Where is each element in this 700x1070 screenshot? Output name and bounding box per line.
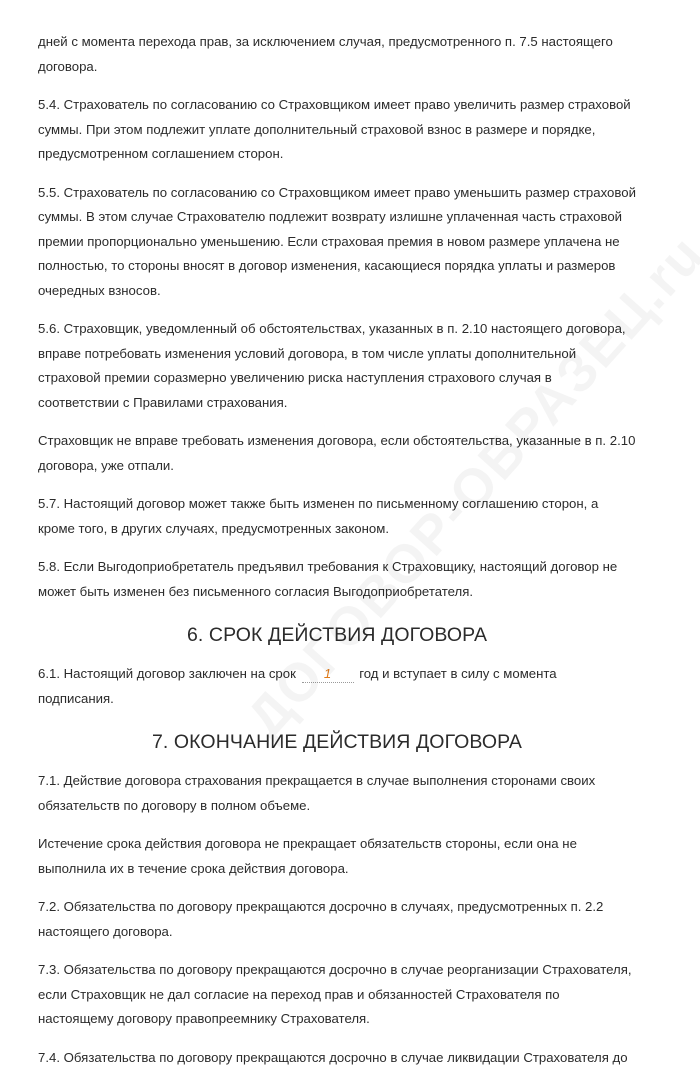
paragraph-7-4: 7.4. Обязательства по договору прекращаются досрочно в случае ликвидации Страхователя до <box>38 1046 636 1070</box>
paragraph-7-2: 7.2. Обязательства по договору прекращаются досрочно в случаях, предусмотренных п. 2.2 настоящего договора. <box>38 895 636 944</box>
paragraph-7-3: 7.3. Обязательства по договору прекращаются досрочно в случае реорганизации Страхователя, если Страховщик не дал согласие на переход прав и обязанностей Страхователя по настоящему договору правопреемнику Страхователя. <box>38 958 636 1032</box>
paragraph-5-4: 5.4. Страхователь по согласованию со Страховщиком имеет право увеличить размер страховой суммы. При этом подлежит уплате дополнительный страховой взнос в размере и порядке, предусмотренном соглашением сторон. <box>38 93 636 167</box>
section-6-title: 6. СРОК ДЕЙСТВИЯ ДОГОВОРА <box>38 620 636 650</box>
section-7-title: 7. ОКОНЧАНИЕ ДЕЙСТВИЯ ДОГОВОРА <box>38 727 636 757</box>
paragraph-5-3-end: дней с момента перехода прав, за исключением случая, предусмотренного п. 7.5 настоящего договора. <box>38 30 636 79</box>
paragraph-5-5: 5.5. Страхователь по согласованию со Страховщиком имеет право уменьшить размер страховой суммы. В этом случае Страхователю подлежит возврату излишне уплаченная часть страховой премии пропорционально уменьшению. Если страховая премия в новом размере уплачена не полностью, то стороны вносят в договор изменения, касающиеся порядка уплаты и размеров очередных взносов. <box>38 181 636 304</box>
paragraph-7-1: 7.1. Действие договора страхования прекращается в случае выполнения сторонами своих обязательств по договору в полном объеме. <box>38 769 636 818</box>
paragraph-7-1-note: Истечение срока действия договора не прекращает обязательств стороны, если она не выполнила их в течение срока действия договора. <box>38 832 636 881</box>
clause-6-1-after: год и вступает в силу с момента подписания. <box>38 666 557 706</box>
paragraph-5-8: 5.8. Если Выгодоприобретатель предъявил требования к Страховщику, настоящий договор не может быть изменен без письменного согласия Выгодоприобретателя. <box>38 555 636 604</box>
term-field[interactable]: 1 <box>302 666 354 683</box>
paragraph-5-7: 5.7. Настоящий договор может также быть изменен по письменному соглашению сторон, а кроме того, в других случаях, предусмотренных законом. <box>38 492 636 541</box>
paragraph-6-1 <box>38 662 636 711</box>
paragraph-5-6: 5.6. Страховщик, уведомленный об обстоятельствах, указанных в п. 2.10 настоящего договора, вправе потребовать изменения условий договора, в том числе уплаты дополнительной страховой премии соразмерно увеличению риска наступления страхового случая в соответствии с Правилами страхования. <box>38 317 636 415</box>
clause-6-1-before: 6.1. Настоящий договор заключен на срок <box>38 666 296 681</box>
paragraph-5-6-note: Страховщик не вправе требовать изменения договора, если обстоятельства, указанные в п. 2.10 договора, уже отпали. <box>38 429 636 478</box>
